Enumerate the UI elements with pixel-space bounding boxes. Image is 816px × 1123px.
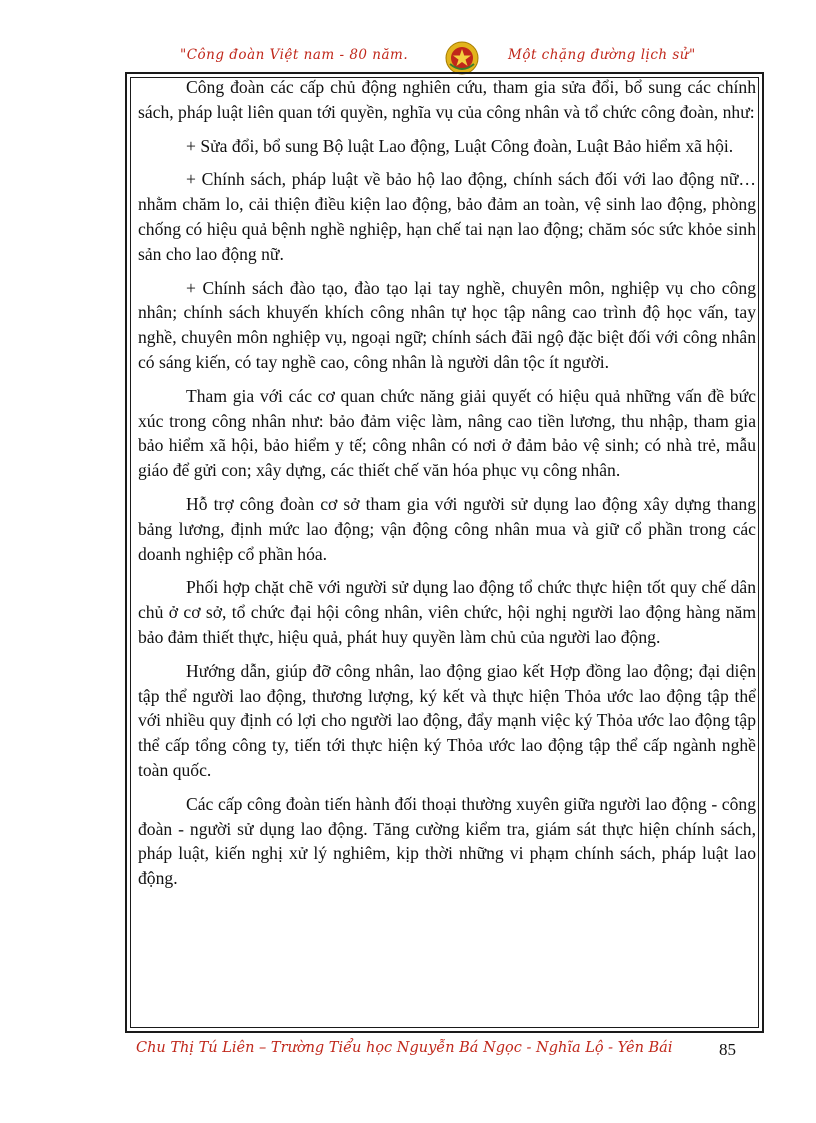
page-footer (136, 1040, 756, 1064)
paragraph: Phối hợp chặt chẽ với người sử dụng lao động tổ chức thực hiện tốt quy chế dân chủ ở cơ sở, tổ chức đại hội công nhân, viên chức, hội nghị người lao động hàng năm bảo đảm thiết thực, hiệu quả, phát huy quyền làm chủ của người lao động. (138, 577, 756, 647)
page-number: 85 (719, 1040, 736, 1059)
paragraph: Tham gia với các cơ quan chức năng giải quyết có hiệu quả những vấn đề bức xúc trong công nhân như: bảo đảm việc làm, nâng cao tiền lương, thu nhập, tham gia bảo hiểm xã hội, bảo hiểm y tế; công nhân có nơi ở đảm bảo vệ sinh; có nhà trẻ, mẫu giáo để gửi con; xây dựng, các thiết chế văn hóa phục vụ công nhân. (138, 385, 756, 481)
header-left-text: "Công đoàn Việt nam - 80 năm. (180, 47, 409, 63)
body-text (138, 75, 756, 900)
paragraph: Hỗ trợ công đoàn cơ sở tham gia với người sử dụng lao động xây dựng thang bảng lương, định mức lao động; vận động công nhân mua và giữ cổ phần trong các doanh nghiệp cổ phần hóa. (138, 493, 756, 564)
paragraph: + Chính sách đào tạo, đào tạo lại tay nghề, chuyên môn, nghiệp vụ cho công nhân; chính sách khuyến khích công nhân tự học tập nâng cao trình độ học vấn, tay nghề, chuyên môn nghiệp vụ, ngoại ngữ; chính sách đãi ngộ đặc biệt đối với công nhân có sáng kiến, có tay nghề cao, công nhân là người dân tộc ít người. (138, 277, 756, 372)
paragraph: + Chính sách, pháp luật về bảo hộ lao động, chính sách đối với lao động nữ… nhằm chăm lo, cải thiện điều kiện lao động, bảo đảm an toàn, vệ sinh lao động, phòng chống có hiệu quả bệnh nghề nghiệp, hạn chế tai nạn lao động; chăm sóc sức khỏe sinh sản cho lao động nữ. (138, 169, 756, 264)
trade-union-emblem-icon (444, 40, 480, 76)
paragraph: + Sửa đổi, bổ sung Bộ luật Lao động, Luật Công đoàn, Luật Bảo hiểm xã hội. (186, 135, 734, 156)
footer-author: Chu Thị Tú Liên – Trường Tiểu học Nguyễn Bá Ngọc - Nghĩa Lộ - Yên Bái (136, 1040, 673, 1056)
page-header (180, 40, 740, 76)
paragraph: Công đoàn các cấp chủ động nghiên cứu, tham gia sửa đổi, bổ sung các chính sách, pháp luật liên quan tới quyền, nghĩa vụ của công nhân và tổ chức công đoàn, như: (138, 77, 756, 122)
paragraph: Hướng dẫn, giúp đỡ công nhân, lao động giao kết Hợp đồng lao động; đại diện tập thể người lao động, thương lượng, ký kết và thực hiện Thỏa ước lao động tập thể với nhiều quy định có lợi cho người lao động, đẩy mạnh việc ký Thỏa ước lao động tập thể cấp tổng công ty, tiến tới thực hiện ký Thỏa ước lao động tập thể cấp ngành nghề toàn quốc. (138, 660, 756, 780)
paragraph: Các cấp công đoàn tiến hành đối thoại thường xuyên giữa người lao động - công đoàn - người sử dụng lao động. Tăng cường kiểm tra, giám sát thực hiện chính sách, pháp luật, kiến nghị xử lý nghiêm, kịp thời những vi phạm chính sách, pháp luật lao động. (138, 793, 756, 889)
header-right-text: Một chặng đường lịch sử" (508, 47, 696, 63)
